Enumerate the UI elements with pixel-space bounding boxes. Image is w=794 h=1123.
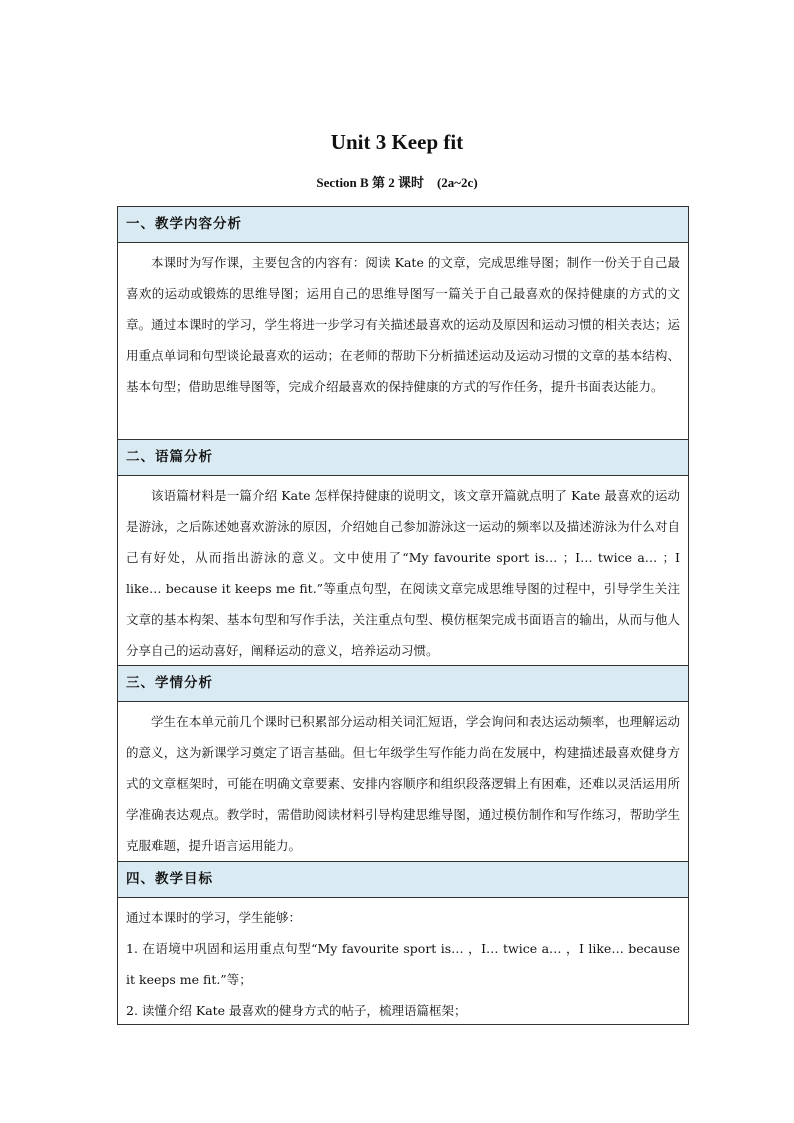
section-objectives-list (118, 898, 688, 1024)
section-heading-content-analysis: 一、教学内容分析 (118, 207, 688, 243)
section-heading-text-analysis: 二、语篇分析 (118, 440, 688, 476)
section-text-learner-analysis: 学生在本单元前几个课时已积累部分运动相关词汇短语，学会询问和表达运动频率，也理解运动的意义，这为新课学习奠定了语言基础。但七年级学生写作能力尚在发展中，构建描述最喜欢健身方式的文章框架时，可能在明确文章要素、安排内容顺序和组织段落逻辑上有困难，还难以灵活运用所学准确表达观点。教学时，需借助阅读材料引导构建思维导图，通过模仿制作和写作练习，帮助学生克服难题，提升语言运用能力。 (118, 702, 688, 862)
section-heading-learner-analysis: 三、学情分析 (118, 666, 688, 702)
section-text-content-analysis: 本课时为写作课，主要包含的内容有：阅读 Kate 的文章，完成思维导图；制作一份关于自己最喜欢的运动或锻炼的思维导图；运用自己的思维导图写一篇关于自己最喜欢的保持健康的方式的文章。通过本课时的学习，学生将进一步学习有关描述最喜欢的运动及原因和运动习惯的相关表达；运用重点单词和句型谈论最喜欢的运动；在老师的帮助下分析描述运动及运动习惯的文章的基本结构、基本句型；借助思维导图等，完成介绍最喜欢的保持健康的方式的写作任务，提升书面表达能力。 (118, 243, 688, 440)
lesson-plan-table (117, 206, 689, 1025)
section-heading-objectives: 四、教学目标 (118, 862, 688, 898)
objective-item-1: 1. 在语境中巩固和运用重点句型“My favourite sport is… ，I… twice a… ，I like… because it keeps me fit.”等； (126, 941, 680, 987)
objective-item-2: 2. 读懂介绍 Kate 最喜欢的健身方式的帖子，梳理语篇框架； (126, 1003, 467, 1018)
section-text-text-analysis: 该语篇材料是一篇介绍 Kate 怎样保持健康的说明文，该文章开篇就点明了 Kate 最喜欢的运动是游泳，之后陈述她喜欢游泳的原因，介绍她自己参加游泳这一运动的频率以及描述游泳为什么对自己有好处，从而指出游泳的意义。文中使用了“My favourite sport is… ；I… twice a… ；I like… because it keeps me fit.”等重点句型，在阅读文章完成思维导图的过程中，引导学生关注文章的基本构架、基本句型和写作手法，关注重点句型、模仿框架完成书面语言的输出，从而与他人分享自己的运动喜好，阐释运动的意义，培养运动习惯。 (118, 476, 688, 666)
page-title: Unit 3 Keep fit (330, 130, 464, 154)
page-subtitle: Section B 第 2 课时 (2a~2c) (316, 175, 478, 190)
objectives-intro: 通过本课时的学习，学生能够： (126, 910, 302, 925)
